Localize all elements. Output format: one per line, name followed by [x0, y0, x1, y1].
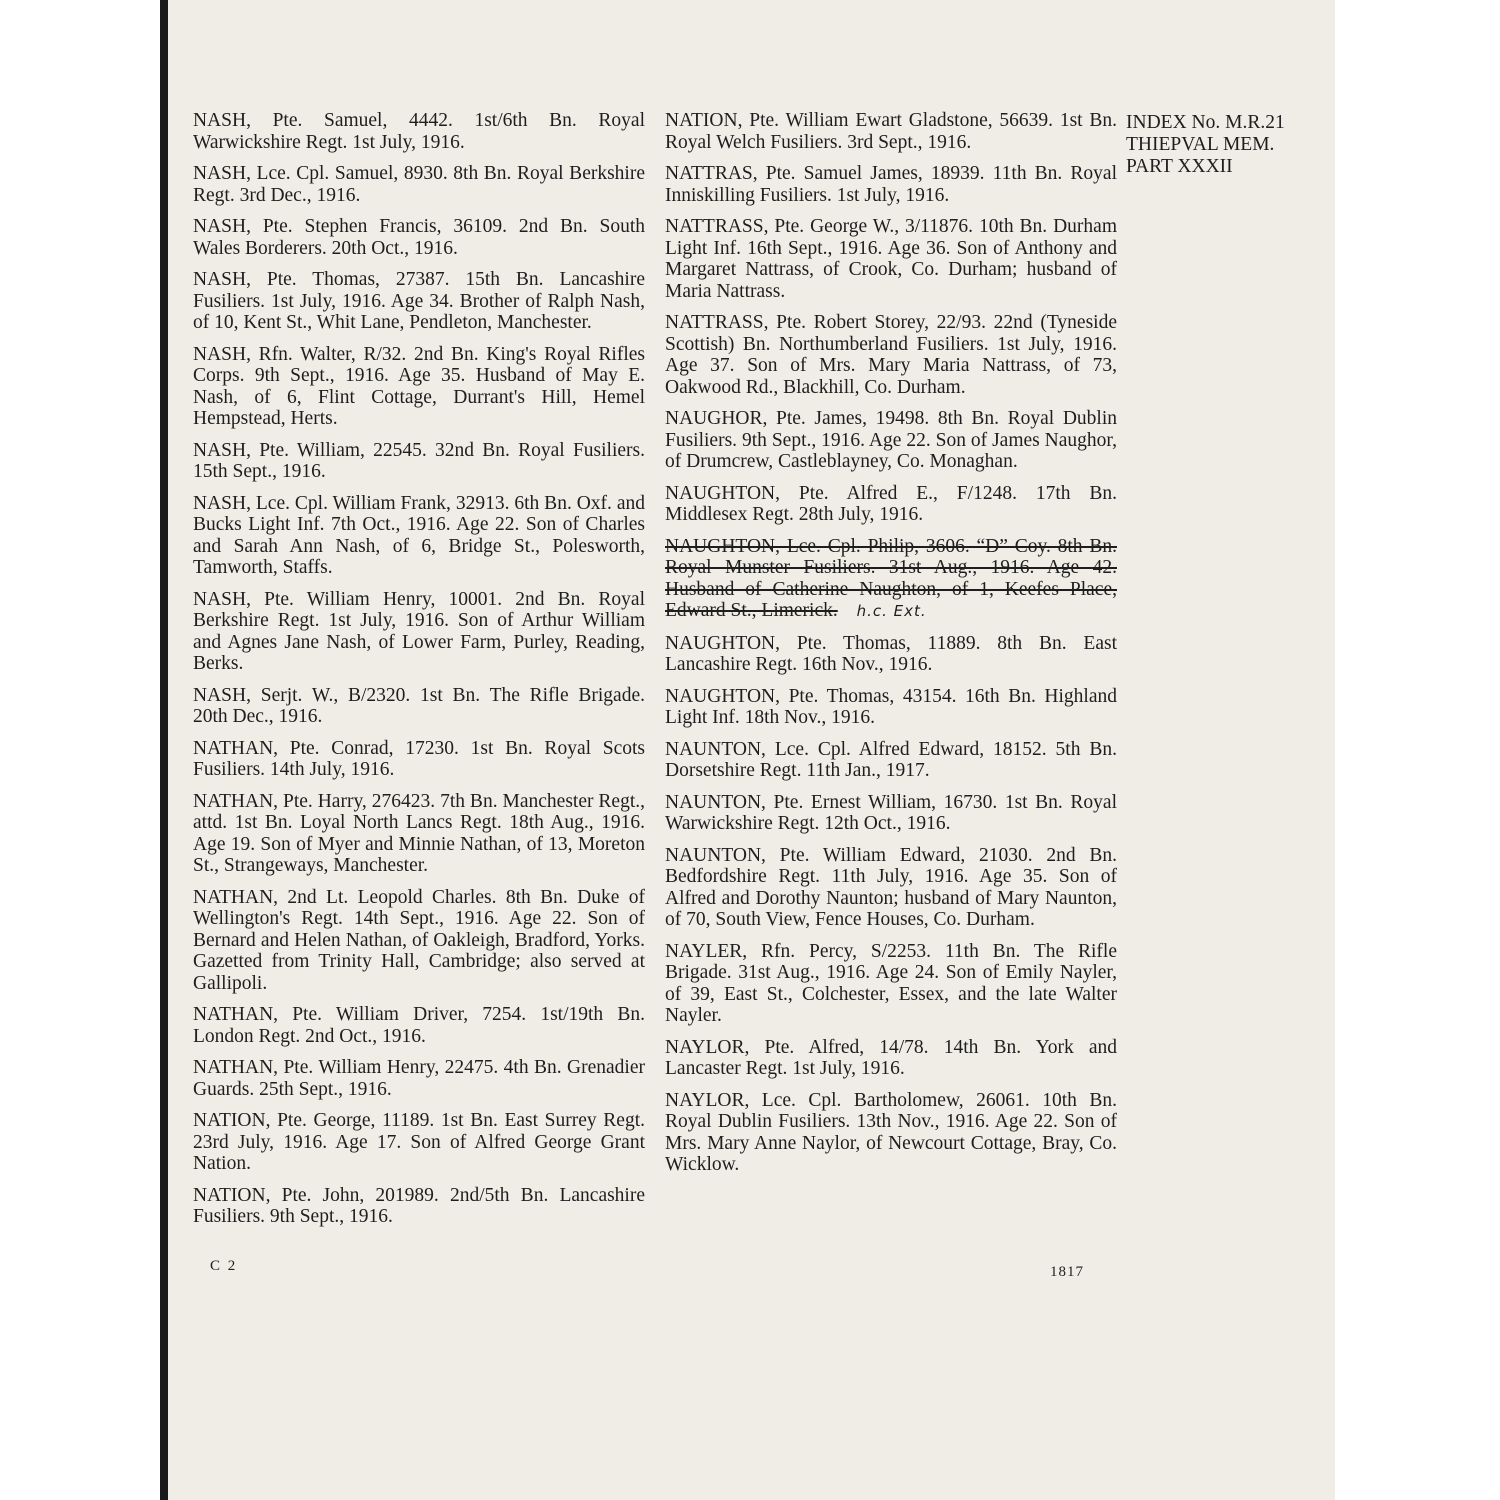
- list-item: NASH, Pte. Samuel, 4442. 1st/6th Bn. Royal Warwickshire Regt. 1st July, 1916.: [193, 110, 645, 153]
- list-item: NASH, Pte. Thomas, 27387. 15th Bn. Lancashire Fusiliers. 1st July, 1916. Age 34. Brother of Ralph Nash, of 10, Kent St., Whit Lane, Pendleton, Manchester.: [193, 269, 645, 333]
- list-item: NAUNTON, Lce. Cpl. Alfred Edward, 18152. 5th Bn. Dorsetshire Regt. 11th Jan., 1917.: [665, 738, 1117, 781]
- list-item: NAUNTON, Pte. Ernest William, 16730. 1st Bn. Royal Warwickshire Regt. 12th Oct., 1916.: [665, 791, 1117, 834]
- list-item: NAYLOR, Pte. Alfred, 14/78. 14th Bn. York and Lancaster Regt. 1st July, 1916.: [665, 1036, 1117, 1079]
- page-edge-shadow: [160, 0, 168, 1500]
- list-item: NASH, Lce. Cpl. William Frank, 32913. 6th Bn. Oxf. and Bucks Light Inf. 7th Oct., 1916. Age 22. Son of Charles and Sarah Ann Nash, of 6, Bridge St., Polesworth, Tamworth, Staffs.: [193, 492, 645, 578]
- left-column: [193, 110, 645, 1238]
- list-item: NAUGHTON, Pte. Alfred E., F/1248. 17th Bn. Middlesex Regt. 28th July, 1916.: [665, 482, 1117, 525]
- handwritten-annotation: h.c. Ext.: [856, 602, 927, 620]
- list-item: NATHAN, Pte. William Driver, 7254. 1st/19th Bn. London Regt. 2nd Oct., 1916.: [193, 1004, 645, 1047]
- list-item: NATHAN, Pte. Conrad, 17230. 1st Bn. Royal Scots Fusiliers. 14th July, 1916.: [193, 737, 645, 780]
- page-number: 1817: [1050, 1264, 1084, 1280]
- part-number: PART XXXII: [1126, 156, 1233, 177]
- list-item: NATION, Pte. George, 11189. 1st Bn. East Surrey Regt. 23rd July, 1916. Age 17. Son of Alfred George Grant Nation.: [193, 1110, 645, 1174]
- list-item: NASH, Lce. Cpl. Samuel, 8930. 8th Bn. Royal Berkshire Regt. 3rd Dec., 1916.: [193, 163, 645, 206]
- list-item: NASH, Rfn. Walter, R/32. 2nd Bn. King's Royal Rifles Corps. 9th Sept., 1916. Age 35. Husband of May E. Nash, of 6, Flint Cottage, Durrant's Hill, Hemel Hempstead, Herts.: [193, 343, 645, 429]
- list-item: NAYLOR, Lce. Cpl. Bartholomew, 26061. 10th Bn. Royal Dublin Fusiliers. 13th Nov., 1916. Age 22. Son of Mrs. Mary Anne Naylor, of Newcourt Cottage, Bray, Co. Wicklow.: [665, 1089, 1117, 1175]
- list-item: NASH, Serjt. W., B/2320. 1st Bn. The Rifle Brigade. 20th Dec., 1916.: [193, 684, 645, 727]
- list-item: NAUGHOR, Pte. James, 19498. 8th Bn. Royal Dublin Fusiliers. 9th Sept., 1916. Age 22. Son of James Naughor, of Drumcrew, Castleblayney, Co. Monaghan.: [665, 408, 1117, 472]
- list-item: NATTRASS, Pte. Robert Storey, 22/93. 22nd (Tyneside Scottish) Bn. Northumberland Fusiliers. 1st July, 1916. Age 37. Son of Mrs. Mary Maria Nattrass, of 73, Oakwood Rd., Blackhill, Co. Durham.: [665, 312, 1117, 398]
- index-number: INDEX No. M.R.21: [1126, 112, 1285, 133]
- list-item: NASH, Pte. William Henry, 10001. 2nd Bn. Royal Berkshire Regt. 1st July, 1916. Son of Arthur William and Agnes Jane Nash, of Lower Farm, Purley, Reading, Berks.: [193, 588, 645, 674]
- struck-entry-text: NAUGHTON, Lce. Cpl. Philip, 3606. “D” Coy. 8th Bn. Royal Munster Fusiliers. 31st Aug., 1916. Age 42. Husband of Catherine Naughton, of 1, Keefes Place, Edward St., Limerick.: [665, 535, 1117, 621]
- list-item: NAUGHTON, Pte. Thomas, 43154. 16th Bn. Highland Light Inf. 18th Nov., 1916.: [665, 685, 1117, 728]
- list-item: NAUNTON, Pte. William Edward, 21030. 2nd Bn. Bedfordshire Regt. 11th July, 1916. Age 35. Son of Alfred and Dorothy Naunton; husband of Mary Naunton, of 70, South View, Fence Houses, Co. Durham.: [665, 844, 1117, 930]
- list-item: NATHAN, Pte. Harry, 276423. 7th Bn. Manchester Regt., attd. 1st Bn. Loyal North Lancs Regt. 18th Aug., 1916. Age 19. Son of Myer and Minnie Nathan, of 13, Moreton St., Strangeways, Manchester.: [193, 790, 645, 876]
- list-item: NATTRAS, Pte. Samuel James, 18939. 11th Bn. Royal Inniskilling Fusiliers. 1st July, 1916.: [665, 163, 1117, 206]
- list-item: NASH, Pte. Stephen Francis, 36109. 2nd Bn. South Wales Borderers. 20th Oct., 1916.: [193, 216, 645, 259]
- list-item: NATTRASS, Pte. George W., 3/11876. 10th Bn. Durham Light Inf. 16th Sept., 1916. Age 36. Son of Anthony and Margaret Nattrass, of Crook, Co. Durham; husband of Maria Nattrass.: [665, 216, 1117, 302]
- list-item: NAUGHTON, Pte. Thomas, 11889. 8th Bn. East Lancashire Regt. 16th Nov., 1916.: [665, 632, 1117, 675]
- list-item: NATION, Pte. William Ewart Gladstone, 56639. 1st Bn. Royal Welch Fusiliers. 3rd Sept., 1916.: [665, 110, 1117, 153]
- list-item: NATHAN, 2nd Lt. Leopold Charles. 8th Bn. Duke of Wellington's Regt. 14th Sept., 1916. Age 22. Son of Bernard and Helen Nathan, of Oakleigh, Bradford, Yorks. Gazetted from Trinity Hall, Cambridge; also served at Gallipoli.: [193, 886, 645, 994]
- right-column: [665, 110, 1117, 1186]
- index-reference: [1126, 112, 1326, 178]
- list-item: NATHAN, Pte. William Henry, 22475. 4th Bn. Grenadier Guards. 25th Sept., 1916.: [193, 1057, 645, 1100]
- struck-through-entry: [665, 536, 1117, 623]
- list-item: NAYLER, Rfn. Percy, S/2253. 11th Bn. The Rifle Brigade. 31st Aug., 1916. Age 24. Son of Emily Nayler, of 39, East St., Colchester, Essex, and the late Walter Nayler.: [665, 940, 1117, 1026]
- memorial-name: THIEPVAL MEM.: [1126, 134, 1275, 155]
- list-item: NATION, Pte. John, 201989. 2nd/5th Bn. Lancashire Fusiliers. 9th Sept., 1916.: [193, 1184, 645, 1227]
- list-item: NASH, Pte. William, 22545. 32nd Bn. Royal Fusiliers. 15th Sept., 1916.: [193, 439, 645, 482]
- signature-mark: C 2: [210, 1258, 238, 1274]
